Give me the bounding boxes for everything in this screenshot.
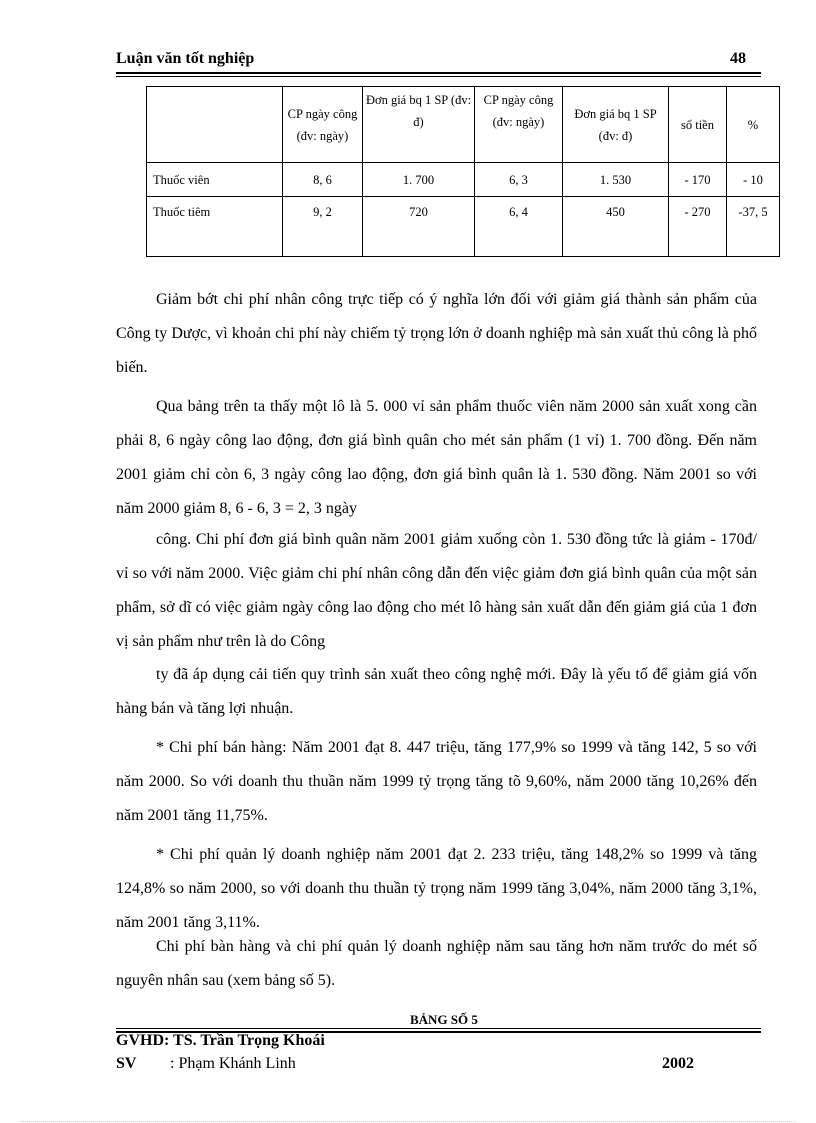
document-header-title: Luận văn tốt nghiệp: [116, 50, 255, 67]
table-cell: 6, 4: [475, 197, 563, 257]
table-cell: - 270: [669, 197, 727, 257]
table-header-cell: Đơn giá bq 1 SP (đv: đ): [563, 87, 669, 163]
body-paragraph: * Chi phí quản lý doanh nghiệp năm 2001 đạt 2. 233 triệu, tăng 148,2% so 1999 và tăng 124,8% so năm 2000, so với doanh thu thuần tỷ trọng năm 1999 tăng 3,04%, năm 2000 tăng 3,1%, năm 2001 tăng 3,11%.: [116, 846, 757, 931]
next-table-title: BẢNG SỐ 5: [410, 1012, 478, 1027]
footer-year: 2002: [662, 1055, 694, 1072]
table-cell: 1. 530: [563, 163, 669, 197]
table-header-cell: Đơn giá bq 1 SP (đv: đ): [363, 87, 475, 163]
table-cell: 8, 6: [283, 163, 363, 197]
table-header-cell: [147, 87, 283, 163]
body-paragraph: * Chi phí bán hàng: Năm 2001 đạt 8. 447 triệu, tăng 177,9% so 1999 và tăng 142, 5 so với năm 2000. So với doanh thu thuần năm 1999 tỷ trọng tăng tõ 9,60%, năm 2000 tăng 10,26% đến năm 2001 tăng 11,75%.: [116, 739, 757, 824]
table-row: [147, 163, 780, 197]
body-paragraph: Chi phí bàn hàng và chi phí quản lý doanh nghiệp năm sau tăng hơn năm trước do mét số nguyên nhân sau (xem bảng số 5).: [116, 938, 757, 989]
cost-table: [146, 86, 780, 257]
table-cell: 9, 2: [283, 197, 363, 257]
body-paragraph: ty đã áp dụng cải tiến quy trình sản xuất theo công nghệ mới. Đây là yếu tố để giảm giá vốn hàng bán và tăng lợi nhuận.: [116, 666, 757, 717]
table-cell: 720: [363, 197, 475, 257]
student-label: SV: [116, 1055, 137, 1072]
page-bottom-border: [20, 1121, 796, 1122]
table-cell: -37, 5: [727, 197, 780, 257]
body-paragraph: công. Chi phí đơn giá bình quân năm 2001 giảm xuống còn 1. 530 đồng tức là giảm - 170đ/ vỉ so với năm 2000. Việc giảm chi phí nhân công dẫn đến việc giảm đơn giá bình quân của một sản phẩm, sở dĩ có việc giảm ngày công lao động cho mét lô hàng sản xuất dẫn đến giảm giá của 1 đơn vị sản phẩm như trên là do Công: [116, 531, 757, 650]
body-paragraph: Giảm bớt chi phí nhân công trực tiếp có ý nghĩa lớn đối với giảm giá thành sản phẩm của Công ty Dược, vì khoản chi phí này chiếm tỷ trọng lớn ở doanh nghiệp mà sản xuất thủ công là phổ biến.: [116, 291, 757, 376]
table-row: [147, 197, 780, 257]
table-cell: 6, 3: [475, 163, 563, 197]
body-paragraph: Qua bảng trên ta thấy một lô là 5. 000 vỉ sản phẩm thuốc viên năm 2000 sản xuất xong cần phải 8, 6 ngày công lao động, đơn giá bình quân cho mét sản phẩm (1 vỉ) 1. 700 đồng. Đến năm 2001 giảm chỉ còn 6, 3 ngày công lao động, đơn giá bình quân là 1. 530 đồng. Năm 2001 so với năm 2000 giảm 8, 6 - 6, 3 = 2, 3 ngày: [116, 398, 757, 517]
student-name: : Phạm Khánh Linh: [170, 1055, 296, 1072]
header-rule-thin: [116, 76, 761, 77]
header-rule: [116, 72, 761, 74]
table-cell: - 170: [669, 163, 727, 197]
advisor-line: GVHD: TS. Trần Trọng Khoái: [116, 1032, 325, 1049]
table-cell: 1. 700: [363, 163, 475, 197]
table-header-cell: %: [727, 87, 780, 163]
table-cell: - 10: [727, 163, 780, 197]
table-cell: 450: [563, 197, 669, 257]
table-header-cell: CP ngày công (đv: ngày): [475, 87, 563, 163]
table-header-cell: số tiền: [669, 87, 727, 163]
table-header-cell: CP ngày công (đv: ngày): [283, 87, 363, 163]
footer-rule-thin: [116, 1028, 761, 1029]
table-cell: Thuốc viên: [147, 163, 283, 197]
table-cell: Thuốc tiêm: [147, 197, 283, 257]
table-header-row: [147, 87, 780, 163]
page-number: 48: [730, 50, 746, 67]
